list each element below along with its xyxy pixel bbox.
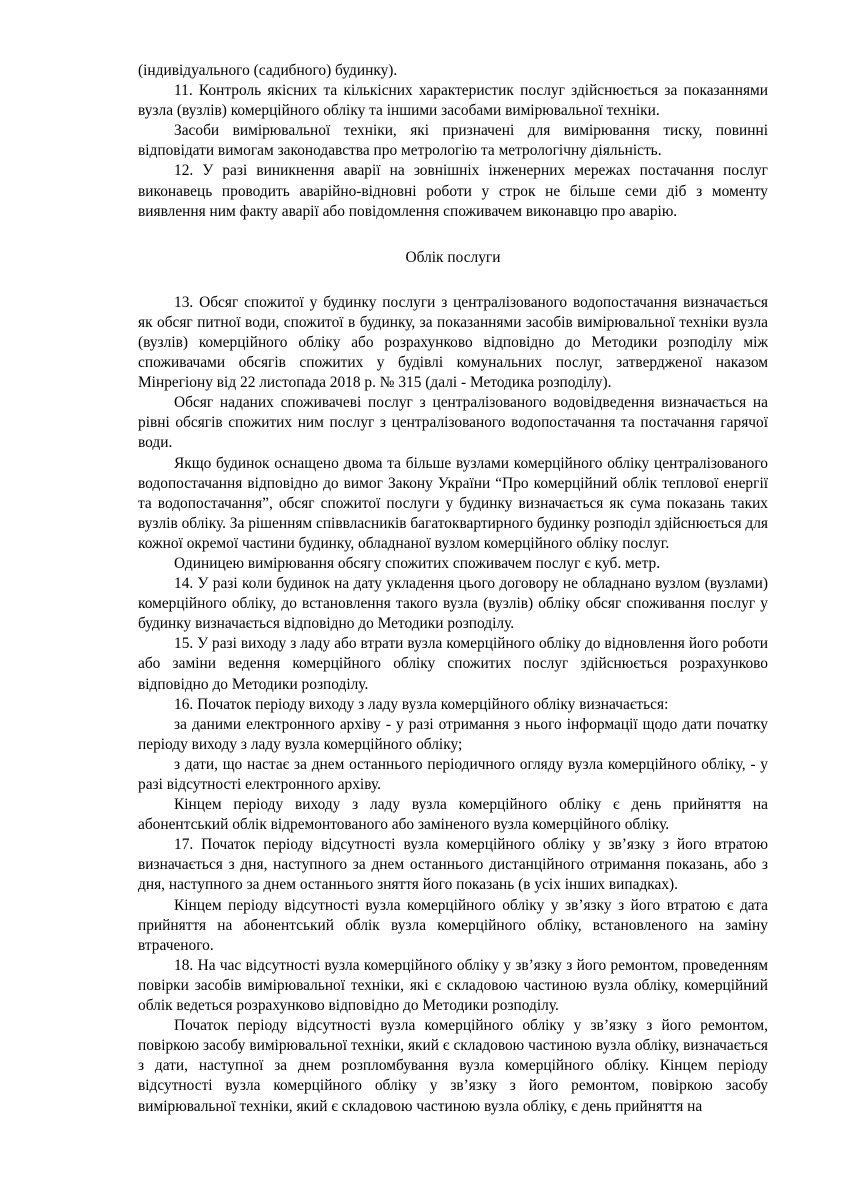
- paragraph-16: 16. Початок періоду виходу з ладу вузла комерційного обліку визначається:: [174, 695, 669, 713]
- section-heading: Облік послуги: [405, 248, 501, 266]
- paragraph-drainage-volume: Обсяг наданих споживачеві послуг з централізованого водовідведення визначається на рівні обсягів спожитих ним послуг з централізованого водопостачання та постачання гарячої води.: [138, 394, 768, 452]
- paragraph-15: 15. У разі виходу з ладу або втрати вузла комерційного обліку до відновлення його роботи або заміни ведення комерційного обліку спожитих послуг здійснюється розрахунково відповідно до Методики розподілу.: [138, 635, 768, 693]
- paragraph-16-electronic-archive: за даними електронного архіву - у разі отримання з нього інформації щодо дати початку періоду виходу з ладу вузла комерційного обліку;: [138, 715, 768, 753]
- paragraph-unit-of-measure: Одиницею вимірювання обсягу спожитих споживачем послуг є куб. метр.: [174, 554, 661, 572]
- paragraph-17: 17. Початок періоду відсутності вузла комерційного обліку у зв’язку з його втратою визначається з дня, наступного за днем останнього дистанційного отримання показань, або з дня, наступного за днем останнього зняття його показань (в усіх інших випадках).: [138, 836, 768, 894]
- paragraph-13: 13. Обсяг спожитої у будинку послуги з централізованого водопостачання визначається як обсяг питної води, спожитої в будинку, за показаннями засобів вимірювальної техніки вузла (вузлів) комерційного обліку або розрахунково відповідно до Методики розподілу між споживачами обсягів спожитих у будівлі комунальних послуг, затвердженої наказом Мінрегіону від 22 листопада 2018 р. № 315 (далі - Методика розподілу).: [138, 293, 768, 392]
- paragraph-multiple-meters: Якщо будинок оснащено двома та більше вузлами комерційного обліку централізованого водопостачання відповідно до вимог Закону України “Про комерційний облік теплової енергії та водопостачання”, обсяг спожитої послуги у будинку визначається як сума показань таких вузлів обліку. За рішенням співвласників багатоквартирного будинку розподіл здійснюється для кожної окремої частини будинку, обладнаної вузлом комерційного обліку послуг.: [138, 454, 768, 552]
- paragraph-12: 12. У разі виникнення аварії на зовнішніх інженерних мережах постачання послуг виконавець проводить аварійно-відновні роботи у строк не більше семи діб з моменту виявлення ним факту аварії або повідомлення споживачем виконавцю про аварію.: [138, 162, 768, 220]
- paragraph-measuring-instruments: Засоби вимірювальної техніки, які призначені для вимірювання тиску, повинні відповідати вимогам законодавства про метрологію та метрологічну діяльність.: [138, 122, 768, 160]
- paragraph-16-periodic-inspection: з дати, що настає за днем останнього періодичного огляду вузла комерційного обліку, - у разі відсутності електронного архіву.: [138, 755, 768, 793]
- paragraph-18-start-of-period: Початок періоду відсутності вузла комерційного обліку у зв’язку з його ремонтом, повіркою засобу вимірювальної техніки, який є складовою частиною вузла обліку, визначається з дати, наступної за днем розпломбування вузла комерційного обліку. Кінцем періоду відсутності вузла комерційного обліку у зв’язку з його ремонтом, повіркою засобу вимірювальної техніки, який є складовою частиною вузла обліку, є день прийняття на: [138, 1017, 768, 1115]
- paragraph-continuation: (індивідуального (садибного) будинку).: [138, 62, 398, 79]
- paragraph-11: 11. Контроль якісних та кількісних характеристик послуг здійснюється за показаннями вузла (вузлів) комерційного обліку та іншими засобами вимірювальної техніки.: [138, 82, 768, 120]
- paragraph-17-end-of-period: Кінцем періоду відсутності вузла комерційного обліку у зв’язку з його втратою є дата прийняття на абонентський облік вузла комерційного обліку, встановленого на заміну втраченого.: [138, 896, 768, 954]
- paragraph-18: 18. На час відсутності вузла комерційного обліку у зв’язку з його ремонтом, проведенням повірки засобів вимірювальної техніки, які є складовою частиною вузла обліку, комерційний облік ведеться розрахунково відповідно до Методики розподілу.: [138, 956, 768, 1015]
- paragraph-16-end-of-period: Кінцем періоду виходу з ладу вузла комерційного обліку є день прийняття на абонентський облік відремонтованого або заміненого вузла комерційного обліку.: [138, 796, 768, 834]
- paragraph-14: 14. У разі коли будинок на дату укладення цього договору не обладнано вузлом (вузлами) комерційного обліку, до встановлення такого вузла (вузлів) обліку обсяг споживання послуг у будинку визначається відповідно до Методики розподілу.: [138, 575, 768, 633]
